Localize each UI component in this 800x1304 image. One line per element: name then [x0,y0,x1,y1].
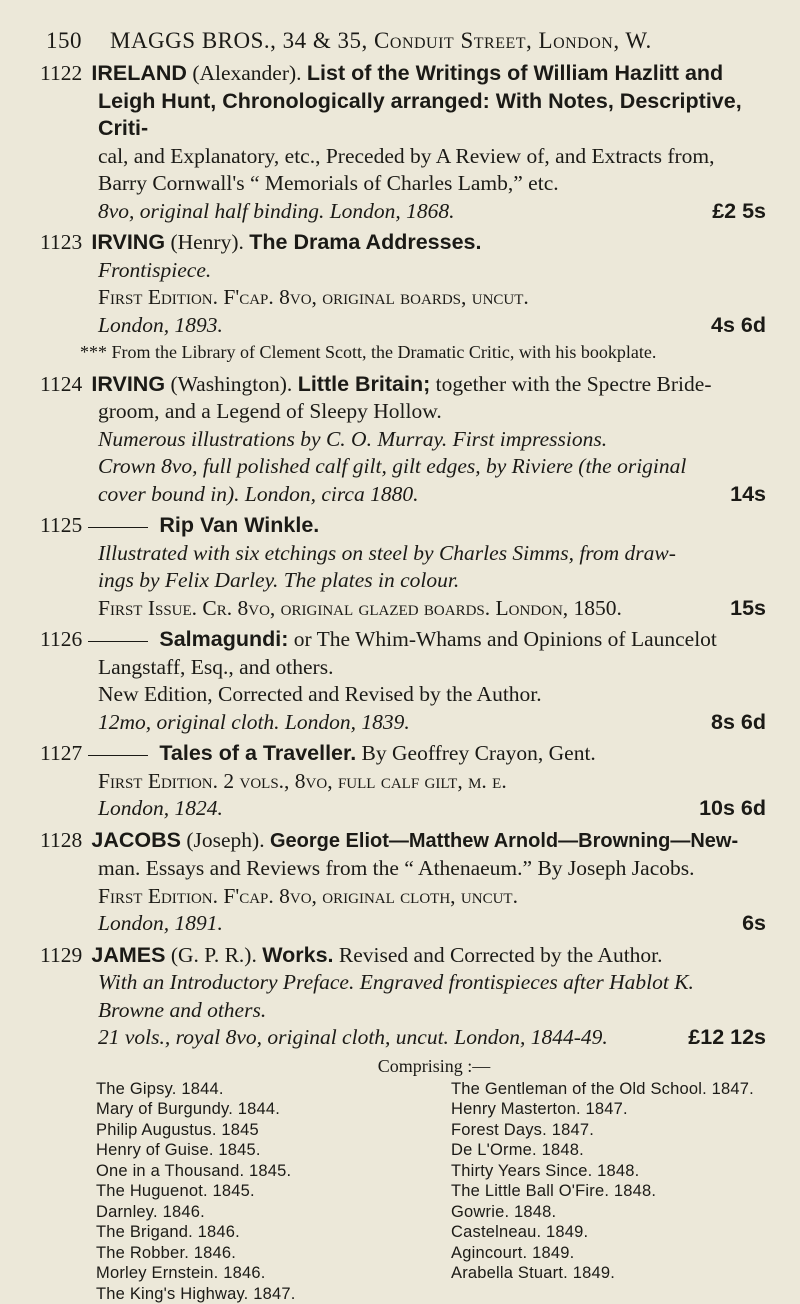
entry-line: Browne and others. [98,998,266,1022]
entry-title: Salmagundi: [159,627,288,651]
entry-author: IRVING [91,230,165,254]
list-item: One in a Thousand. 1845. [96,1161,413,1182]
entry-line: Frontispiece. [98,258,211,282]
entry-author: JAMES [91,943,165,967]
page-header [46,28,768,54]
entry-price: 14s [730,481,766,509]
page-number: 150 [46,28,82,54]
list-item: The Gentleman of the Old School. 1847. [451,1079,768,1100]
entry-price: 15s [730,595,766,623]
entry-line: Crown 8vo, full polished calf gilt, gilt edges, by Riviere (the original [98,454,686,478]
entry-line: First Issue. Cr. 8vo, original glazed boards. London, 1850. [98,595,622,623]
list-item: Henry of Guise. 1845. [96,1140,413,1161]
entry-price: £2 5s [712,198,766,226]
entry-author-detail: (Joseph). [186,828,264,852]
list-item: The Huguenot. 1845. [96,1181,413,1202]
entry-line: First Edition. F'cap. 8vo, original cloth, uncut. [40,883,768,911]
list-item: Forest Days. 1847. [451,1120,768,1141]
catalogue-entry [40,827,768,938]
entry-title-detail: By Geoffrey Crayon, Gent. [362,741,596,765]
list-item: Gowrie. 1848. [451,1202,768,1223]
ditto-dash [88,755,148,756]
entry-line: London, 1891. [98,910,223,938]
entry-author: IRELAND [91,61,187,85]
entry-title-detail: or The Whim-Whams and Opinions of Launcelot [294,627,717,651]
entry-line: First Edition. 2 vols., 8vo, full calf gilt, m. e. [40,768,768,796]
catalogue-entry [40,371,768,509]
entry-title: Works. [262,943,333,967]
entry-number: 1122 [40,60,86,88]
entry-title: Tales of a Traveller. [159,741,356,765]
list-item: The Gipsy. 1844. [96,1079,413,1100]
entry-author-detail: (G. P. R.). [171,943,257,967]
entry-title: Little Britain; [298,372,431,396]
catalogue-entry [40,512,768,622]
entry-line: Illustrated with six etchings on steel by Charles Simms, from draw- [98,541,676,565]
catalogue-entry [40,60,768,225]
list-item: Castelneau. 1849. [451,1222,768,1243]
list-item: Morley Ernstein. 1846. [96,1263,413,1284]
entry-line: ings by Felix Darley. The plates in colour. [98,568,459,592]
entry-line: man. Essays and Reviews from the “ Athenaeum.” By Joseph Jacobs. [40,855,768,883]
entry-line: 21 vols., royal 8vo, original cloth, uncut. London, 1844-49. [98,1024,608,1052]
list-item: Thirty Years Since. 1848. [451,1161,768,1182]
entry-line: London, 1824. [98,795,223,823]
catalogue-entry [40,740,768,823]
entry-number: 1128 [40,827,86,855]
catalogue-entry [40,942,768,1052]
entry-author: JACOBS [91,828,181,852]
entry-title-detail: together with the Spectre Bride- [436,372,712,396]
entry-author-detail: (Alexander). [192,61,301,85]
ditto-dash [88,527,148,528]
entry-title: The Drama Addresses. [249,230,481,254]
entry-line: Langstaff, Esq., and others. [40,654,768,682]
entry-number: 1129 [40,942,86,970]
list-item: De L'Orme. 1848. [451,1140,768,1161]
list-item: Darnley. 1846. [96,1202,413,1223]
entry-author: IRVING [91,372,165,396]
works-list-left [40,1079,413,1304]
catalogue-entry [40,626,768,736]
entry-price: 6s [742,910,766,938]
entry-number: 1126 [40,626,86,654]
entry-line: 12mo, original cloth. London, 1839. [98,709,410,737]
entry-title: List of the Writings of William Hazlitt and [307,61,723,85]
list-item: The Little Ball O'Fire. 1848. [451,1181,768,1202]
entry-line: 8vo, original half binding. London, 1868. [98,198,455,226]
entry-line: First Edition. F'cap. 8vo, original boards, uncut. [40,284,768,312]
entry-line: Numerous illustrations by C. O. Murray. First impressions. [98,427,607,451]
entry-title: George Eliot—Matthew Arnold—Browning—New- [270,830,738,852]
entry-price: 10s 6d [699,795,766,823]
entry-note: *** From the Library of Clement Scott, the Dramatic Critic, with his bookplate. [40,339,768,367]
entry-price: £12 12s [688,1024,766,1052]
ditto-dash [88,641,148,642]
entry-line: Leigh Hunt, Chronologically arranged: With Notes, Descriptive, Criti- [98,89,742,141]
entry-line: New Edition, Corrected and Revised by the Author. [40,681,768,709]
entry-number: 1123 [40,229,86,257]
list-item: Agincourt. 1849. [451,1243,768,1264]
entry-price: 4s 6d [711,312,766,340]
entry-line: groom, and a Legend of Sleepy Hollow. [40,398,768,426]
entry-line: Barry Cornwall's “ Memorials of Charles Lamb,” etc. [40,170,768,198]
list-item: The Robber. 1846. [96,1243,413,1264]
list-item: Mary of Burgundy. 1844. [96,1099,413,1120]
entry-author-detail: (Henry). [170,230,243,254]
publisher-line: MAGGS BROS., 34 & 35, Conduit Street, London, W. [110,28,652,54]
entry-line: cover bound in). London, circa 1880. [98,481,418,509]
list-item: Henry Masterton. 1847. [451,1099,768,1120]
entry-number: 1127 [40,740,86,768]
entry-title: Rip Van Winkle. [159,513,319,537]
comprising-label: Comprising :— [40,1056,768,1077]
entry-number: 1124 [40,371,86,399]
list-item: Philip Augustus. 1845 [96,1120,413,1141]
list-item: The King's Highway. 1847. [96,1284,413,1304]
catalogue-entry [40,229,768,367]
entry-line: cal, and Explanatory, etc., Preceded by A Review of, and Extracts from, [40,143,768,171]
works-list-right [413,1079,768,1304]
entry-number: 1125 [40,512,86,540]
entry-title-detail: Revised and Corrected by the Author. [339,943,663,967]
entry-price: 8s 6d [711,709,766,737]
list-item: The Brigand. 1846. [96,1222,413,1243]
works-list [40,1079,768,1304]
entry-line: With an Introductory Preface. Engraved frontispieces after Hablot K. [98,970,694,994]
entry-author-detail: (Washington). [170,372,292,396]
list-item: Arabella Stuart. 1849. [451,1263,768,1284]
entry-line: London, 1893. [98,312,223,340]
